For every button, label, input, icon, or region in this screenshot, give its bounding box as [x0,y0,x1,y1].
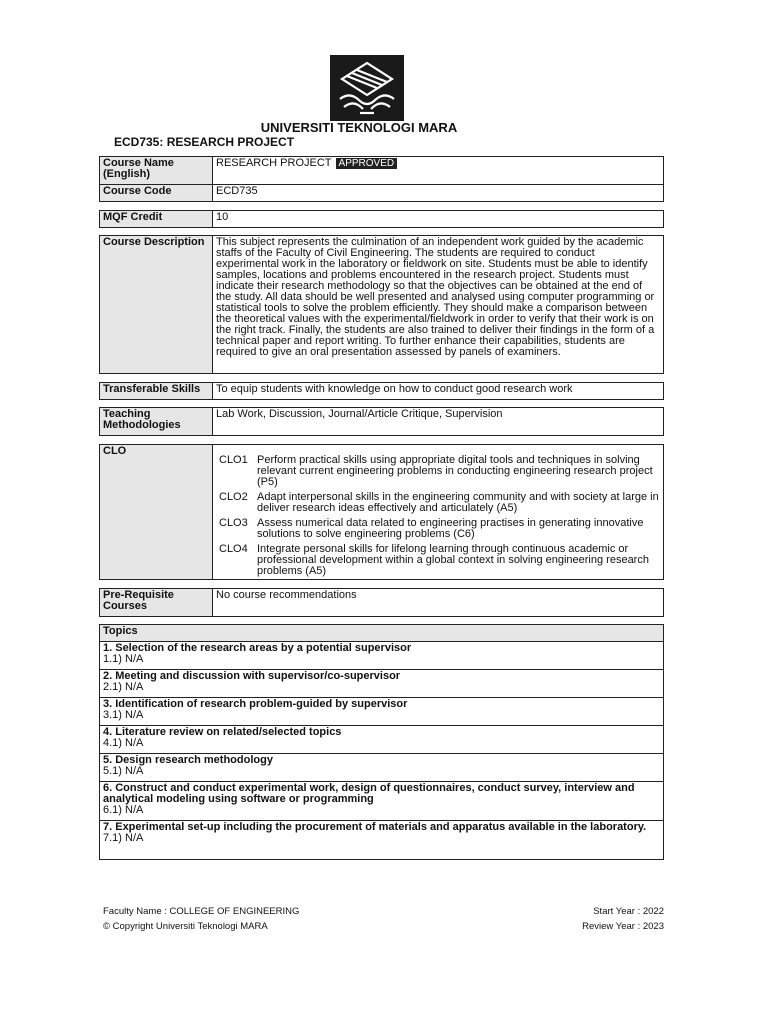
course-name-cell [213,157,664,185]
topic-sub: 6.1) N/A [103,804,144,816]
clo-id: CLO4 [219,543,248,555]
footer-review-year: Review Year : 2023 [582,921,664,932]
topic-title: 5. Design research methodology [103,754,273,766]
topic-row [100,754,664,782]
prereq-label: Pre-Requisite Courses [100,589,213,617]
teaching-table [99,407,664,436]
topic-sub: 3.1) N/A [103,709,144,721]
university-name: UNIVERSITI TEKNOLOGI MARA [260,120,458,135]
topic-row [100,821,664,860]
teaching-value: Lab Work, Discussion, Journal/Article Critique, Supervision [213,408,664,436]
description-label: Course Description [100,236,213,374]
topic-sub: 5.1) N/A [103,765,144,777]
clo-text: Perform practical skills using appropriate digital tools and techniques in solving relevant current engineering problems in conducting engineering research project (P5) [257,454,653,488]
university-logo-icon [330,55,404,121]
topic-title: 3. Identification of research problem-guided by supervisor [103,698,408,710]
clo-table [99,444,664,580]
mqf-table [99,210,664,228]
topic-sub: 1.1) N/A [103,653,144,665]
clo-text: Adapt interpersonal skills in the engineering community and with society at large in deliver research ideas effectively and articulately (A5) [257,491,659,514]
clo-item [219,544,660,577]
description-table [99,235,664,374]
footer-start-year: Start Year : 2022 [593,906,664,917]
topic-row [100,782,664,821]
clo-id: CLO3 [219,517,248,529]
footer-faculty: Faculty Name : COLLEGE OF ENGINEERING [103,906,300,917]
transferable-value: To equip students with knowledge on how to conduct good research work [213,383,664,400]
topic-row [100,726,664,754]
mqf-value: 10 [213,211,664,228]
topic-title: 4. Literature review on related/selected topics [103,726,342,738]
topic-title: 6. Construct and conduct experimental work, design of questionnaires, conduct survey, interview and analytical modeling using software or programming [103,782,635,805]
course-name-label: Course Name (English) [100,157,213,185]
topics-header: Topics [100,625,664,642]
course-code-value: ECD735 [213,185,664,202]
approved-badge: APPROVED [336,158,398,169]
course-title: ECD735: RESEARCH PROJECT [114,135,295,149]
topic-row [100,642,664,670]
topic-sub: 7.1) N/A [103,832,144,844]
clo-id: CLO2 [219,491,248,503]
clo-label: CLO [100,445,213,580]
clo-list [213,445,664,580]
prereq-value: No course recommendations [213,589,664,617]
transferable-label: Transferable Skills [100,383,213,400]
clo-id: CLO1 [219,454,248,466]
course-info-table [99,156,664,202]
topic-sub: 2.1) N/A [103,681,144,693]
topic-row [100,698,664,726]
topic-row [100,670,664,698]
description-text: This subject represents the culmination of an independent work guided by the academic staffs of the Faculty of Civil Engineering. The students are required to conduct experimental work in the laboratory or fieldwork on site. Students must be able to identify samples, locations and problems encountered in the research project. Students must indicate their research methodology so that the objectives can be obtained at the end of the study. All data should be well presented and analysed using computer programming or statistical tools to solve the problem efficiently. They should make a comparison between the theoretical values with the experimental/fieldwork in order to verify that their work is on the right track. Finally, the students are also trained to deliver their findings in the form of a technical paper and report writing. To further enhance their capabilities, students are required to give an oral presentation assessed by panels of examiners. [213,236,664,374]
prereq-table [99,588,664,617]
topic-title: 2. Meeting and discussion with supervisor/co-supervisor [103,670,401,682]
clo-item [219,455,660,488]
topics-table [99,624,664,860]
clo-item [219,518,660,540]
footer-copyright: © Copyright Universiti Teknologi MARA [103,921,268,932]
topic-title: 1. Selection of the research areas by a potential supervisor [103,642,412,654]
clo-item [219,492,660,514]
topic-title: 7. Experimental set-up including the procurement of materials and apparatus available in the laboratory. [103,821,647,833]
course-code-label: Course Code [100,185,213,202]
topic-sub: 4.1) N/A [103,737,144,749]
course-name-value: RESEARCH PROJECT [216,157,332,169]
transferable-table [99,382,664,400]
clo-text: Assess numerical data related to engineering practises in generating innovative solutions to solve engineering problems (C6) [257,517,644,540]
mqf-label: MQF Credit [100,211,213,228]
clo-text: Integrate personal skills for lifelong learning through continuous academic or professional development within a global context in solving engineering research problems (A5) [257,543,649,577]
teaching-label: Teaching Methodologies [100,408,213,436]
